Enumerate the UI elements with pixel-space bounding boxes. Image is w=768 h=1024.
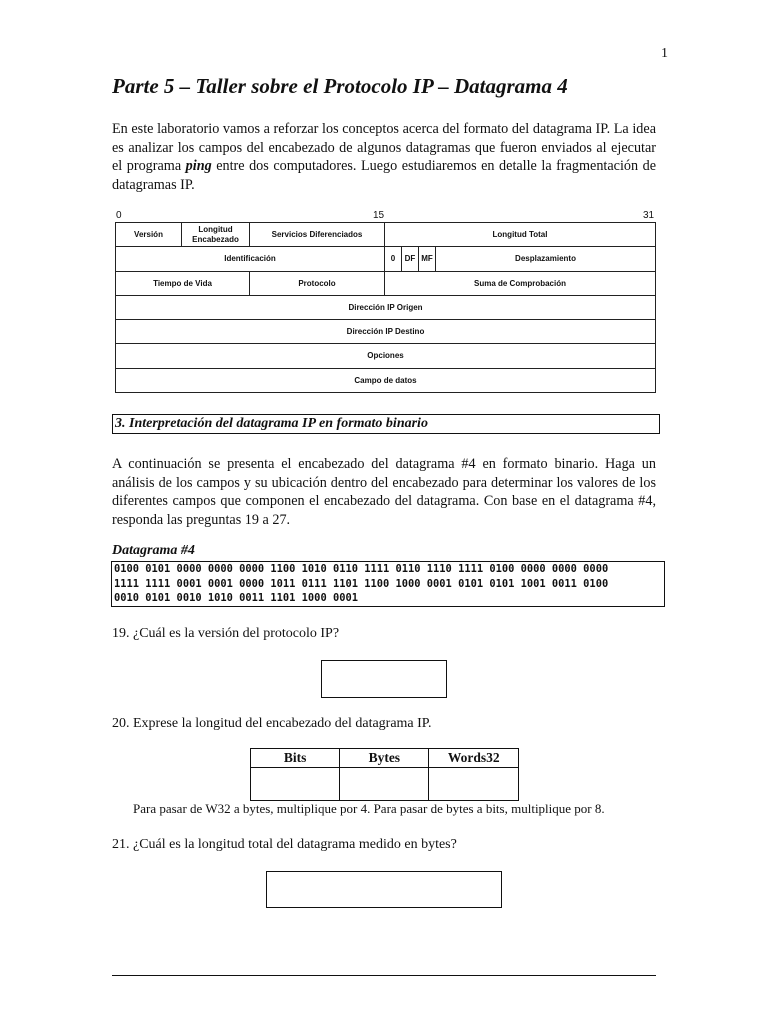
conversion-note: Para pasar de W32 a bytes, multiplique por 4. Para pasar de bytes a bits, multiplique por 8. — [133, 801, 605, 816]
header-length-table — [250, 748, 519, 801]
column-header-bits: Bits — [251, 749, 340, 768]
intro-text-start: En este laboratorio vamos a reforzar los conceptos acerca del formato del datagrama IP. La idea es analizar los campos del encabezado de algunos datagramas que fueron enviados al ejecutar el programa — [112, 121, 656, 175]
ruler-start: 0 — [116, 210, 122, 221]
answer-box-19[interactable] — [321, 660, 447, 698]
datagram-instructions: A continuación se presenta el encabezado del datagrama #4 en formato binario. Haga un análisis de los campos y su ubicación dentro del encabezado para determinar los valores de los diferentes campos que componen el encabezado del datagrama. Con base en el datagrama #4, responda las preguntas 19 a 27. — [112, 456, 656, 528]
field-destination-ip: Dirección IP Destino — [115, 319, 656, 344]
field-total-length: Longitud Total — [384, 222, 656, 247]
datagram-label: Datagrama #4 — [112, 543, 195, 558]
field-protocol: Protocolo — [249, 271, 385, 296]
field-flag-zero: 0 — [384, 246, 402, 272]
field-header-length: Longitud Encabezado — [181, 222, 250, 247]
page-title: Parte 5 – Taller sobre el Protocolo IP – Datagrama 4 — [112, 74, 568, 98]
column-header-words32: Words32 — [429, 749, 519, 768]
answer-box-21[interactable] — [266, 871, 502, 908]
section-heading: 3. Interpretación del datagrama IP en formato binario — [112, 414, 660, 434]
field-version: Versión — [115, 222, 182, 247]
answer-cell-bytes[interactable] — [340, 768, 429, 801]
field-data: Campo de datos — [115, 368, 656, 393]
column-header-bytes: Bytes — [340, 749, 429, 768]
field-checksum: Suma de Comprobación — [384, 271, 656, 296]
ruler-end: 31 — [643, 210, 655, 221]
binary-line: 1111 1111 0001 0001 0000 1011 0111 1101 1100 1000 0001 0101 0101 1001 0011 0100 — [114, 577, 609, 590]
field-flag-mf: MF — [418, 246, 436, 272]
field-options: Opciones — [115, 343, 656, 369]
field-source-ip: Dirección IP Origen — [115, 295, 656, 320]
field-services: Servicios Diferenciados — [249, 222, 385, 247]
page-number: 1 — [661, 46, 668, 61]
field-flag-df: DF — [401, 246, 419, 272]
binary-datagram-box — [111, 561, 665, 607]
intro-paragraph — [112, 120, 656, 194]
intro-text-end: entre dos computadores. Luego estudiaremos en detalle la fragmentación de datagramas IP. — [112, 158, 656, 193]
ip-header-diagram — [115, 222, 656, 393]
answer-cell-words32[interactable] — [429, 768, 519, 801]
question-21: 21. ¿Cuál es la longitud total del datagrama medido en bytes? — [112, 837, 457, 852]
binary-line: 0010 0101 0010 1010 0011 1101 1000 0001 — [114, 592, 358, 605]
field-identification: Identificación — [115, 246, 385, 272]
ruler-middle: 15 — [373, 210, 385, 221]
intro-ping-keyword: ping — [185, 158, 212, 175]
field-offset: Desplazamiento — [435, 246, 656, 272]
binary-line: 0100 0101 0000 0000 0000 1100 1010 0110 1111 0110 1110 1111 0100 0000 0000 0000 — [114, 563, 609, 575]
question-19: 19. ¿Cuál es la versión del protocolo IP? — [112, 626, 340, 641]
field-ttl: Tiempo de Vida — [115, 271, 250, 296]
question-20: 20. Exprese la longitud del encabezado del datagrama IP. — [112, 716, 432, 731]
footer-divider — [112, 975, 656, 976]
answer-cell-bits[interactable] — [251, 768, 340, 801]
